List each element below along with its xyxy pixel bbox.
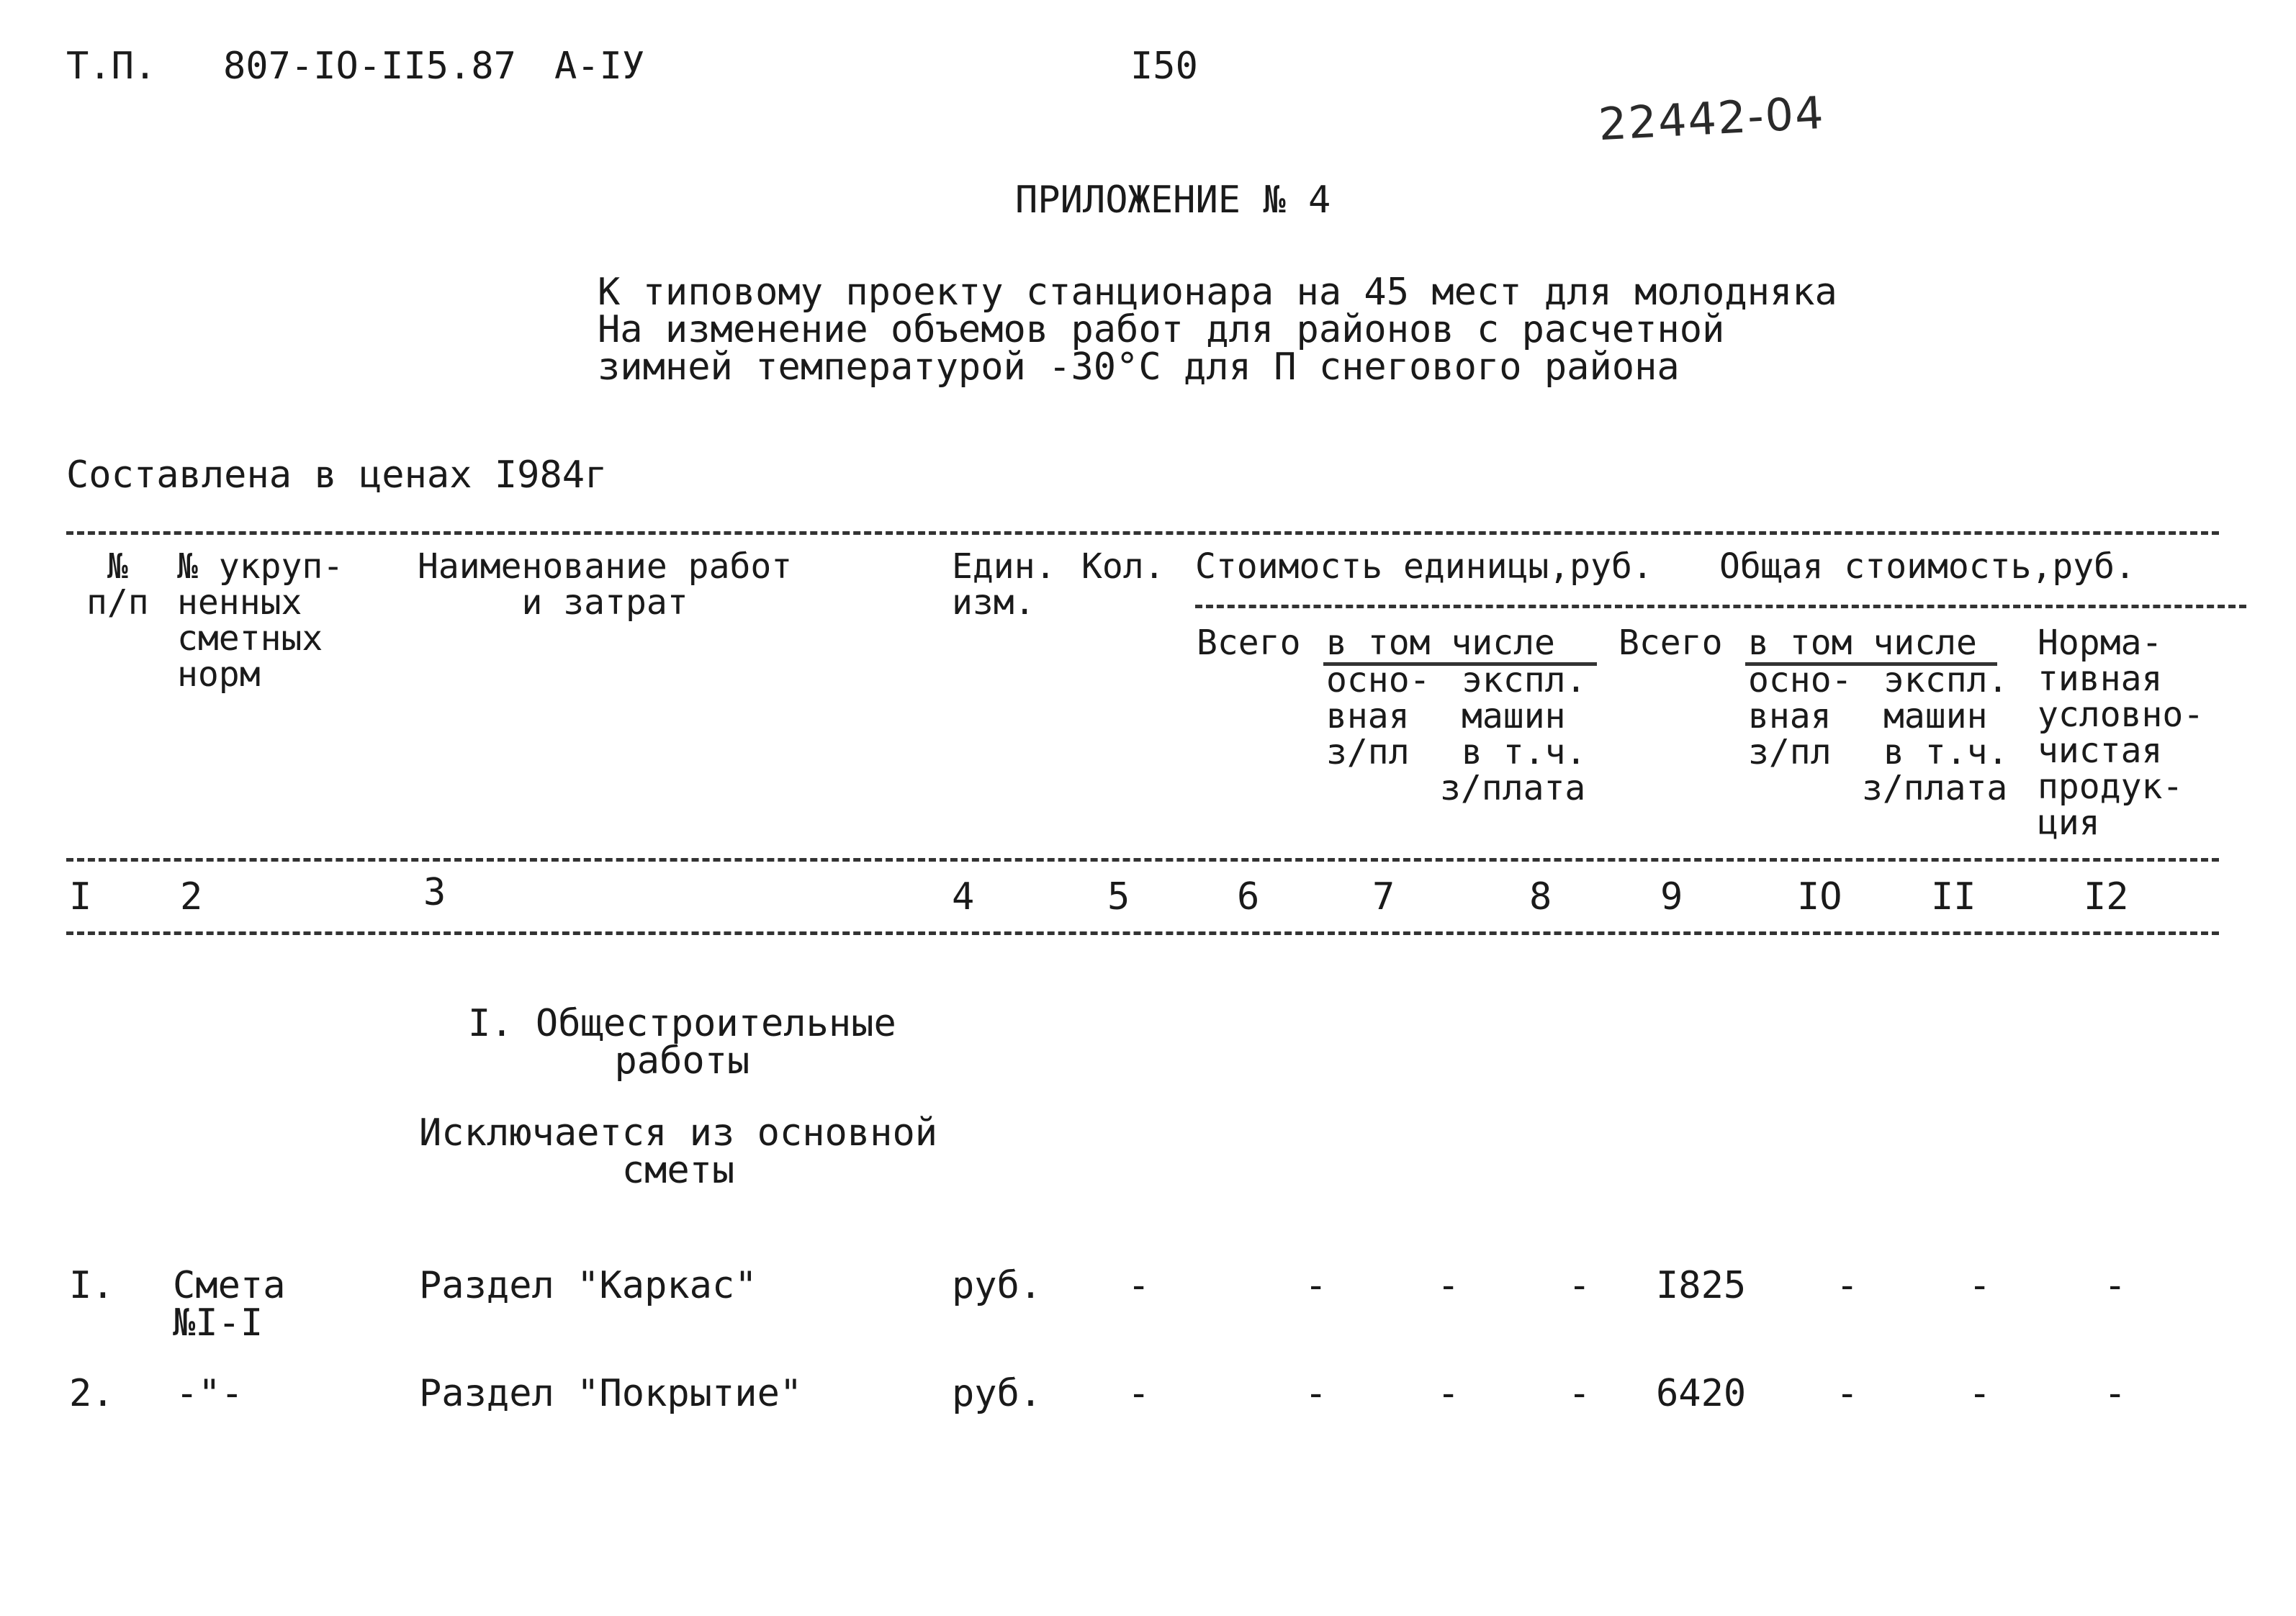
column-numbers-rule bbox=[66, 931, 2219, 935]
row-name: Раздел "Покрытие" bbox=[419, 1372, 803, 1415]
group-header-rule bbox=[1195, 605, 2246, 608]
header-norm-output: Норма- тивная условно- чистая продук- ция bbox=[2038, 623, 2205, 843]
col-number: I2 bbox=[2084, 875, 2129, 918]
appendix-title: ПРИЛОЖЕНИЕ № 4 bbox=[1015, 179, 1331, 222]
header-total-total: Всего bbox=[1619, 623, 1723, 663]
header-unit-wage: осно- вная з/пл bbox=[1326, 660, 1431, 772]
section-title: I. Общестроительные работы bbox=[468, 1002, 896, 1083]
row-unit: руб. bbox=[952, 1372, 1043, 1415]
appendix-subtitle bbox=[598, 271, 1837, 389]
header-work-name: Наименование работ и затрат bbox=[418, 546, 793, 623]
row-quantity: - bbox=[1127, 1372, 1151, 1415]
col-number: 7 bbox=[1372, 875, 1395, 918]
col-number: 6 bbox=[1237, 875, 1260, 918]
header-bottom-rule bbox=[66, 858, 2219, 862]
header-quantity: Кол. bbox=[1081, 546, 1165, 587]
row-total: I825 bbox=[1656, 1264, 1747, 1307]
row-total: 6420 bbox=[1656, 1372, 1747, 1415]
col-number: 9 bbox=[1660, 875, 1683, 918]
row-norm-output: - bbox=[2104, 1372, 2127, 1415]
project-code: 807-IO-II5.87 bbox=[223, 45, 516, 88]
row-number: 2. bbox=[69, 1372, 114, 1415]
row-total-machines: - bbox=[1968, 1264, 1991, 1307]
row-quantity: - bbox=[1127, 1264, 1151, 1307]
header-unit: Един. изм. bbox=[952, 546, 1056, 623]
header-total-machines: экспл. машин в т.ч. з/плата bbox=[1862, 660, 2009, 808]
col-number: 8 bbox=[1529, 875, 1552, 918]
prices-note: Составлена в ценах I984г bbox=[66, 453, 608, 497]
doc-type: Т.П. bbox=[66, 45, 157, 88]
row-name: Раздел "Каркас" bbox=[419, 1264, 757, 1307]
col-number: 3 bbox=[423, 871, 446, 914]
row-norm: -"- bbox=[176, 1372, 243, 1415]
header-norms: № укруп- ненных сметных норм bbox=[177, 546, 344, 695]
page-number: I50 bbox=[1130, 45, 1198, 88]
subtitle-line: К типовому проекту станционара на 45 мест для молодняка bbox=[598, 271, 1837, 314]
row-number: I. bbox=[69, 1264, 114, 1307]
row-norm: Смета №I-I bbox=[173, 1264, 286, 1345]
subtitle-line: На изменение объемов работ для районов с расчетной bbox=[598, 308, 1725, 351]
section-note: Исключается из основной сметы bbox=[419, 1111, 938, 1192]
row-norm-output: - bbox=[2104, 1264, 2127, 1307]
row-total-wage: - bbox=[1836, 1372, 1859, 1415]
row-total-wage: - bbox=[1836, 1264, 1859, 1307]
header-total-cost: Общая стоимость,руб. bbox=[1719, 546, 2135, 587]
col-number: 4 bbox=[952, 875, 975, 918]
col-number: IO bbox=[1797, 875, 1842, 918]
row-unit-total: - bbox=[1305, 1264, 1328, 1307]
header-total-incl: в том числе bbox=[1748, 623, 1977, 663]
inventory-number: 22442-04 bbox=[1597, 86, 1827, 151]
row-unit-total: - bbox=[1305, 1372, 1328, 1415]
header-unit-total: Всего bbox=[1197, 623, 1301, 663]
header-unit-machines: экспл. машин в т.ч. з/плата bbox=[1440, 660, 1587, 808]
album-number: А-IУ bbox=[554, 45, 645, 88]
header-row-number: № п/п bbox=[86, 546, 149, 623]
row-total-machines: - bbox=[1968, 1372, 1991, 1415]
header-total-wage: осно- вная з/пл bbox=[1748, 660, 1852, 772]
row-unit-machines: - bbox=[1568, 1372, 1591, 1415]
header-unit-cost: Стоимость единицы,руб. bbox=[1195, 546, 1653, 587]
table-top-rule bbox=[66, 531, 2219, 535]
header-unit-incl: в том числе bbox=[1326, 623, 1555, 663]
row-unit-wage: - bbox=[1437, 1264, 1460, 1307]
col-number: 2 bbox=[180, 875, 203, 918]
row-unit-wage: - bbox=[1437, 1372, 1460, 1415]
col-number: 5 bbox=[1107, 875, 1130, 918]
col-number: I bbox=[69, 875, 92, 918]
row-unit: руб. bbox=[952, 1264, 1043, 1307]
row-unit-machines: - bbox=[1568, 1264, 1591, 1307]
col-number: II bbox=[1931, 875, 1976, 918]
subtitle-line: зимней температурой -30°С для П снегового района bbox=[598, 346, 1680, 389]
